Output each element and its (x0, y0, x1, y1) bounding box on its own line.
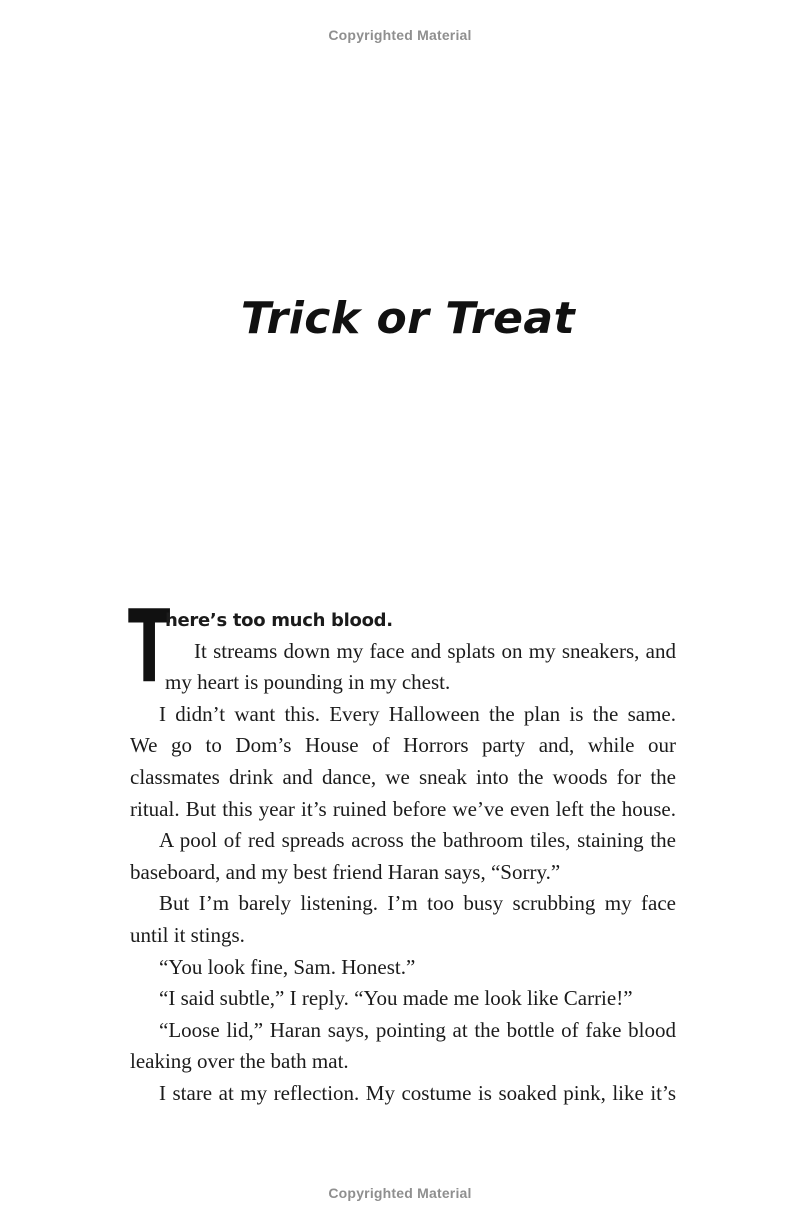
chapter-title: Trick or Treat (240, 293, 576, 344)
text-line: It streams down my face and splats on my sneakers, and (194, 638, 676, 663)
text-line: ritual. But this year it’s ruined before we’ve even left the house. (130, 796, 676, 821)
text-line: We go to Dom’s House of Horrors party and, while our (130, 733, 676, 758)
lead-in-line (130, 604, 676, 636)
text-line: But I’m barely listening. I’m too busy scrubbing my face (159, 891, 676, 916)
text-line: A pool of red spreads across the bathroom tiles, staining the (159, 828, 676, 853)
copyright-watermark-bottom: Copyrighted Material (328, 1185, 472, 1201)
text-line: I stare at my reflection. My costume is soaked pink, like it’s (159, 1080, 676, 1105)
text-line: classmates drink and dance, we sneak into the woods for the (130, 764, 676, 789)
text-line: my heart is pounding in my chest. (165, 670, 451, 695)
text-line: “You look fine, Sam. Honest.” (159, 954, 416, 979)
lead-in-text: here’s too much blood. (165, 610, 393, 631)
text-line: I didn’t want this. Every Halloween the plan is the same. (159, 701, 676, 726)
text-line: “Loose lid,” Haran says, pointing at the bottle of fake blood (159, 1017, 676, 1042)
copyright-watermark-top: Copyrighted Material (328, 27, 472, 43)
chapter-body (130, 604, 676, 1110)
text-line: until it stings. (130, 922, 245, 947)
text-line: “I said subtle,” I reply. “You made me look like Carrie!” (159, 986, 633, 1011)
text-line: baseboard, and my best friend Haran says, “Sorry.” (130, 859, 561, 884)
drop-cap: T (128, 588, 171, 705)
text-line: leaking over the bath mat. (130, 1049, 349, 1074)
